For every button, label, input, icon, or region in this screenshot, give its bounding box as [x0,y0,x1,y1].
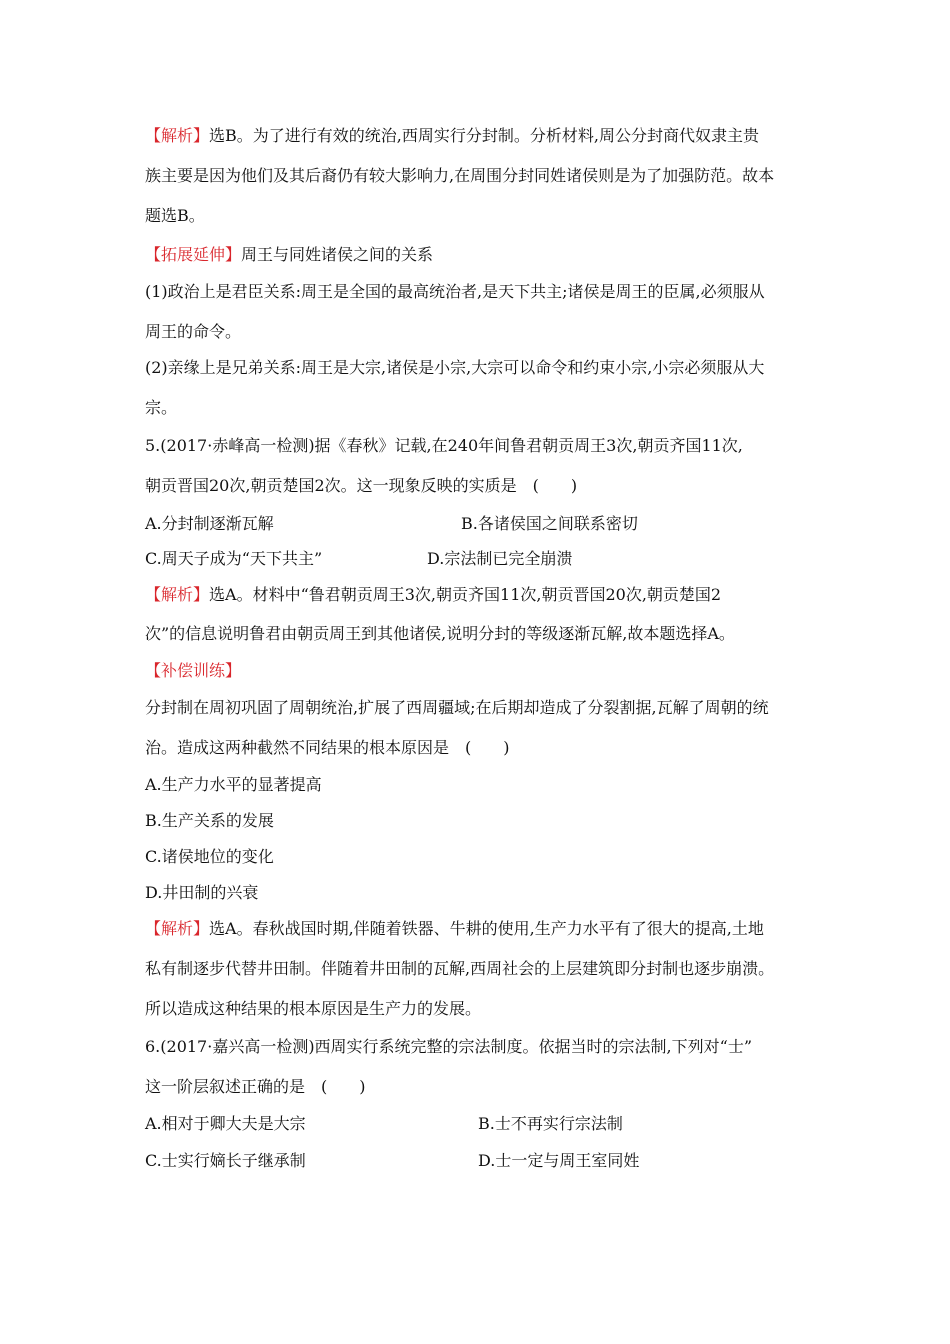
extension-text-line: 宗。 [145,398,178,417]
option-c: C.士实行嫡长子继承制 [145,1151,306,1170]
option-b: B.生产关系的发展 [145,811,274,830]
supplement-stem: 分封制在周初巩固了周朝统治,扩展了西周疆域;在后期却造成了分裂割据,瓦解了周朝的统 [145,698,769,717]
analysis-text-line: 私有制逐步代替井田制。伴随着井田制的瓦解,西周社会的上层建筑即分封制也逐步崩溃。 [145,959,775,978]
analysis-text: 选A。春秋战国时期,伴随着铁器、牛耕的使用,生产力水平有了很大的提高,土地 [209,919,764,938]
supplement-heading [145,660,810,682]
analysis-paragraph-line [145,125,810,147]
analysis-text: 选A。材料中“鲁君朝贡周王3次,朝贡齐国11次,朝贡晋国20次,朝贡楚国2 [209,585,722,604]
question-6-options-row [145,1150,810,1172]
extension-text-line: 周王的命令。 [145,322,242,341]
option-d: D.士一定与周王室同姓 [478,1151,640,1170]
analysis-text-line: 题选B。 [145,206,205,225]
option-c: C.诸侯地位的变化 [145,847,274,866]
analysis-text-line: 次”的信息说明鲁君由朝贡周王到其他诸侯,说明分封的等级逐渐瓦解,故本题选择A。 [145,624,735,643]
option-c: C.周天子成为“天下共主” [145,549,323,568]
question-5-options-row [145,548,810,570]
option-a: A.相对于卿大夫是大宗 [145,1114,306,1133]
question-5-stem: 5.(2017·赤峰高一检测)据《春秋》记载,在240年间鲁君朝贡周王3次,朝贡齐国11次, [145,436,743,455]
extension-heading: 周王与同姓诸侯之间的关系 [241,245,434,264]
analysis-text: 选B。为了进行有效的统治,西周实行分封制。分析材料,周公分封商代奴隶主贵 [209,126,759,145]
extension-text-line: (2)亲缘上是兄弟关系:周王是大宗,诸侯是小宗,大宗可以命令和约束小宗,小宗必须服从大 [145,358,765,377]
extension-text-line: (1)政治上是君臣关系:周王是全国的最高统治者,是天下共主;诸侯是周王的臣属,必须服从 [145,282,765,301]
question-6-stem: 这一阶层叙述正确的是 ( ) [145,1077,366,1096]
analysis-5-line [145,584,810,606]
extension-tag: 【拓展延伸】 [145,245,242,264]
analysis-tag: 【解析】 [145,919,210,938]
analysis-tag: 【解析】 [145,126,210,145]
option-b: B.各诸侯国之间联系密切 [461,514,638,533]
option-a: A.生产力水平的显著提高 [145,775,322,794]
question-6-options-row [145,1113,810,1135]
option-d: D.井田制的兴衰 [145,883,259,902]
analysis-supplement-line [145,918,810,940]
option-a: A.分封制逐渐瓦解 [145,514,274,533]
analysis-text-line: 族主要是因为他们及其后裔仍有较大影响力,在周围分封同姓诸侯则是为了加强防范。故本 [145,166,775,185]
analysis-text-line: 所以造成这种结果的根本原因是生产力的发展。 [145,999,482,1018]
question-5-stem: 朝贡晋国20次,朝贡楚国2次。这一现象反映的实质是 ( ) [145,476,578,495]
question-5-options-row [145,513,810,535]
option-d: D.宗法制已完全崩溃 [427,549,573,568]
question-6-stem: 6.(2017·嘉兴高一检测)西周实行系统完整的宗法制度。依据当时的宗法制,下列对“士” [145,1037,753,1056]
option-b: B.士不再实行宗法制 [478,1114,623,1133]
extension-heading-line [145,244,810,266]
supplement-tag: 【补偿训练】 [145,661,242,680]
analysis-tag: 【解析】 [145,585,210,604]
supplement-stem: 治。造成这两种截然不同结果的根本原因是 ( ) [145,738,510,757]
